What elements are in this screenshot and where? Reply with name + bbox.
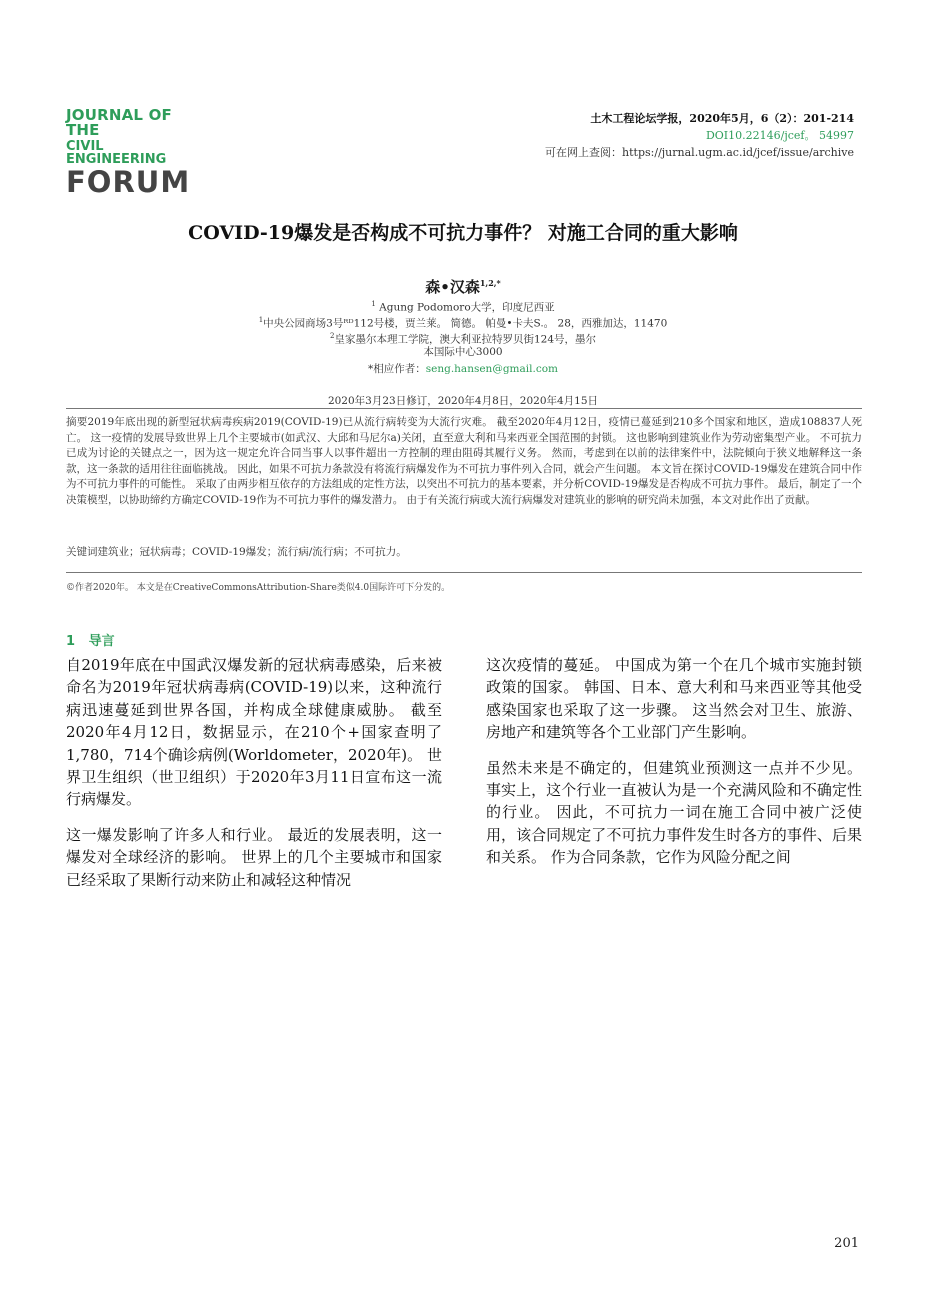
section-title: 导言 [88,634,115,649]
keywords: 关键词建筑业；冠状病毒；COVID-19爆发；流行病/流行病；不可抗力。 [66,546,407,558]
paragraph: 虽然未来是不确定的，但建筑业预测这一点并不少见。 事实上，这个行业一直被认为是一个充满风险和不确定性的行业。 因此，不可抗力一词在施工合同中被广泛使用，该合同规定了不可抗力事件发生时各方的事件、后果和关系。 作为合同条款，它作为风险分配之间 [486,758,862,867]
logo-line-2: CIVIL ENGINEERING [66,139,167,167]
logo-line-1: JOURNAL OF THE [66,106,173,139]
divider-top [66,408,862,409]
affiliation-mark: 1 [258,316,264,324]
affiliation-text: Agung Podomoro大学，印度尼西亚 [379,301,555,314]
journal-logo [66,106,191,199]
corresponding-author [0,361,926,377]
author-line [0,276,926,297]
affiliation-mark: 1 [371,300,376,308]
author-email-link[interactable]: seng.hansen@gmail.com [425,363,558,375]
affiliation-2-cont [0,344,926,360]
body-column-right [486,654,862,882]
affiliation-mark: 2 [329,332,335,340]
divider-bottom [66,572,862,573]
author-name: 森•汉森 [425,278,480,296]
journal-citation: 土木工程论坛学报，2020年5月，6（2）：201-214 [590,112,854,125]
body-column-left [66,654,442,904]
page-number: 201 [834,1236,859,1251]
affiliation-text: 中央公园商场3号ᴿᴰ112号楼，贾兰莱。 简德。 帕曼•卡夫S.。 28，西雅加达，11470 [263,317,668,330]
section-heading [66,630,115,649]
affiliation-text: 本国际中心3000 [423,346,503,358]
affiliation-text: 皇家墨尔本理工学院，澳大利亚拉特罗贝街124号，墨尔 [334,333,596,346]
abstract: 摘要2019年底出现的新型冠状病毒疾病2019(COVID-19)已从流行病转变为大流行灾难。 截至2020年4月12日，疫情已蔓延到210多个国家和地区，造成108837人死亡。 这一疫情的发展导致世界上几个主要城市(如武汉、大邱和马尼尔a)关闭，直至意大利和马来西亚全国范围的封锁。 这也影响到建筑业作为劳动密集型产业。 不可抗力已成为讨论的关键点之一，因为这一规定允许合同当事人以事件超出一方控制的理由阻碍其履行义务。 然而，考虑到在以前的法律案件中，法院倾向于狭义地解释这一条款，这一条款的适用往往面临挑战。 因此，如果不可抗力条款没有将流行病爆发作为不可抗力事件列入合同，就会产生问题。 本文旨在探讨COVID-19爆发在建筑合同中作为不可抗力事件的可能性。 采取了由两步相互依存的方法组成的定性方法，以突出不可抗力的基本要素，并分析COVID-19爆发是否构成不可抗力事件。 最后，制定了一个决策模型，以协助缔约方确定COVID-19作为不可抗力事件的爆发潜力。 由于有关流行病或大流行病爆发对建筑业的影响的研究尚未加强，本文对此作出了贡献。 [66,416,862,506]
doi-link[interactable]: DOI10.22146/jcef。 54997 [705,129,854,142]
paragraph: 自2019年底在中国武汉爆发新的冠状病毒感染，后来被命名为2019年冠状病毒病(COVID-19)以来，这种流行病迅速蔓延到世界各国，并构成全球健康威胁。 截至2020年4月12日，数据显示，在210个+国家查明了1,780，714个确诊病例(Worldometer，2020年)。 世界卫生组织（世卫组织）于2020年3月11日宣布这一流行病爆发。 [66,656,442,809]
paragraph: 这次疫情的蔓延。 中国成为第一个在几个城市实施封锁政策的国家。 韩国、日本、意大利和马来西亚等其他受感染国家也采取了这一步骤。 这当然会对卫生、旅游、房地产和建筑等各个工业部门产生影响。 [486,656,862,742]
corresponding-label: *相应作者： [368,363,426,375]
author-marks: 1,2,* [479,278,501,288]
publication-dates: 2020年3月23日修订，2020年4月8日，2020年4月15日 [327,395,599,407]
journal-info [545,110,854,161]
archive-url[interactable]: 可在网上查阅：https://jurnal.ugm.ac.id/jcef/issue/archive [545,146,854,159]
section-number: 1 [66,634,76,649]
paper-title: COVID-19爆发是否构成不可抗力事件？ 对施工合同的重大影响 [188,222,738,244]
logo-line-3: FORUM [66,165,191,199]
copyright-notice: ©作者2020年。 本文是在CreativeCommonsAttribution-Share类似4.0国际许可下分发的。 [66,583,451,593]
paragraph: 这一爆发影响了许多人和行业。 最近的发展表明，这一爆发对全球经济的影响。 世界上的几个主要城市和国家已经采取了果断行动来防止和减轻这种情况 [66,825,442,889]
